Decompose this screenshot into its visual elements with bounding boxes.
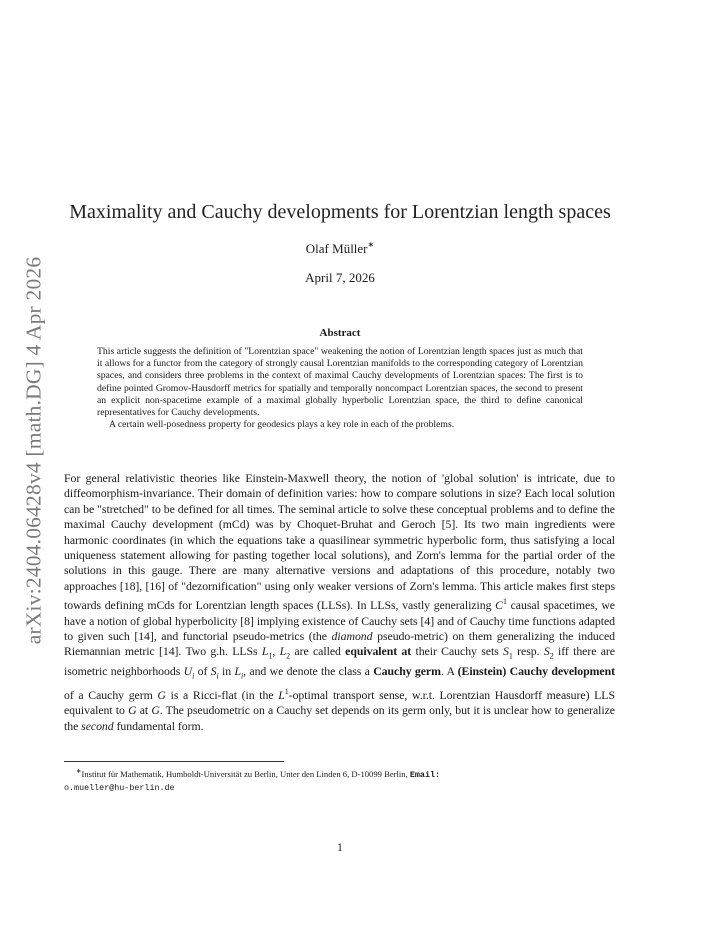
math-subscript: 2 xyxy=(549,651,554,661)
body-text: in xyxy=(218,664,235,679)
math-subscript: 1 xyxy=(268,651,273,661)
page-number: 1 xyxy=(337,840,343,854)
body-text: , and we denote the class a xyxy=(243,664,374,679)
math-symbol: G xyxy=(151,703,160,718)
math-superscript: 1 xyxy=(284,686,289,696)
body-text: is a Ricci-flat (in the xyxy=(165,687,279,702)
math-symbol: L xyxy=(261,644,269,659)
math-symbol: L xyxy=(279,644,287,659)
arxiv-stamp-text: arXiv:2404.06428v4 [math.DG] 4 Apr 2026 xyxy=(21,256,46,644)
arxiv-stamp xyxy=(18,250,50,650)
emphasis: diamond xyxy=(331,628,373,643)
body-text: fundamental form. xyxy=(113,718,204,733)
paper-title: Maximality and Cauchy developments for Lorentzian length spaces xyxy=(69,201,611,223)
paper-date: April 7, 2026 xyxy=(305,270,375,285)
math-subscript: i xyxy=(192,671,195,681)
email-address: o.mueller@hu-berlin.de xyxy=(64,782,175,793)
math-symbol: L xyxy=(234,664,241,679)
math-symbol: U xyxy=(183,664,193,679)
body-text: at xyxy=(136,703,152,718)
math-subscript: i xyxy=(216,671,219,681)
math-symbol: C xyxy=(495,598,503,613)
author-footnote-mark: ∗ xyxy=(367,240,375,249)
body-paragraph xyxy=(64,471,615,734)
math-symbol: L xyxy=(278,687,285,702)
bold-term: (Einstein) Cauchy development xyxy=(457,664,615,679)
body-text: . A xyxy=(440,664,458,679)
math-symbol: S xyxy=(210,664,217,679)
math-subscript: i xyxy=(240,671,244,681)
footnote xyxy=(64,766,615,794)
abstract-heading: Abstract xyxy=(319,327,361,339)
math-subscript: 1 xyxy=(508,651,513,661)
body-text: resp. xyxy=(512,644,544,659)
math-subscript: 2 xyxy=(286,651,291,661)
emphasis: second xyxy=(81,718,114,733)
body-text: pseudo-metric) on them generalizing the induced Riemannian metric [14]. Two g.h. LLSs xyxy=(64,628,615,659)
body-text: . The pseudometric on a Cauchy set depends on its germ only, but it is unclear how to generalize the xyxy=(64,703,615,733)
math-symbol: G xyxy=(128,703,137,718)
bold-term: equivalent at xyxy=(345,644,412,659)
math-symbol: S xyxy=(543,644,550,659)
math-superscript: 1 xyxy=(502,597,507,607)
body-text: iff there are isometric neighborhoods xyxy=(64,644,615,679)
bold-term: Cauchy germ xyxy=(373,664,441,679)
math-symbol: S xyxy=(503,644,509,659)
body-text: For general relativistic theories like Einstein-Maxwell theory, the notion of 'global solution' is intricate, due to diffeomorphism-invariance. Their domain of definition varies: how to compare solutions in size? Each local solution can be "stretched" to be defined for all times. The seminal article to solve these conceptual problems and to define the maximal Cauchy development (mCd) was by Choquet-Bruhat and Geroch [5]. Its two main ingredients were harmonic coordinates (in which the equations take a quasilinear symmetric hyperbolic form, thus satisfying a local uniqueness statement allowing for pasting together local solutions), and Zorn's lemma for the partial order of the solutions in this gauge. There are many alternative versions and adaptations of this procedure, notably two approaches [18], [16] of "dezornification" using only weaker versions of Zorn's lemma. This article makes first steps towards defining mCds for Lorentzian length spaces (LLSs). In LLSs, vastly generalizing xyxy=(64,471,615,613)
body-text: , xyxy=(272,644,280,659)
body-text: their Cauchy sets xyxy=(411,644,504,659)
email-label: Email: xyxy=(409,769,441,780)
body-text: are called xyxy=(290,644,346,659)
footnote-text: Institut für Mathematik, Humboldt-Universität zu Berlin, Unter den Linden 6, D-10099 Berlin, xyxy=(81,768,410,779)
footnote-rule xyxy=(64,761,284,762)
abstract-paragraph-1: This article suggests the definition of "Lorentzian space" weakening the notion of Lorentzian length spaces just as much that it allows for a functor from the category of strongly causal Lorentzian manifolds to the corresponding category of Lorentzian spaces, and considers three problems in the context of maximal Cauchy developments of Lorentzian spaces: The first is to define pointed Gromov-Hausdorff metrics for spatially and temporally noncompact Lorentzian spaces, the second to present an explicit non-spacetime example of a maximal globally hyperbolic Lorentzian space, the third to define canonical representatives for Cauchy developments. xyxy=(97,346,583,419)
author-name: Olaf Müller xyxy=(305,241,368,256)
body-text: of a Cauchy germ xyxy=(64,687,158,702)
body-text: of xyxy=(194,664,211,679)
body-text: -optimal transport sense, w.r.t. Lorentzian Hausdorff measure) LLS equivalent to xyxy=(64,687,615,718)
body-text: causal spacetimes, we have a notion of global hyperbolicity [8] implying existence of Cauchy sets [4] and of Cauchy time functions adapted to given such [14], and functorial pseudo-metrics (the xyxy=(64,598,615,643)
abstract-paragraph-2: A certain well-posedness property for geodesics plays a key role in each of the problems. xyxy=(109,419,455,431)
author-line xyxy=(0,241,680,257)
math-symbol: G xyxy=(157,687,166,702)
abstract xyxy=(97,346,583,431)
footnote-mark: ∗ xyxy=(76,768,82,775)
